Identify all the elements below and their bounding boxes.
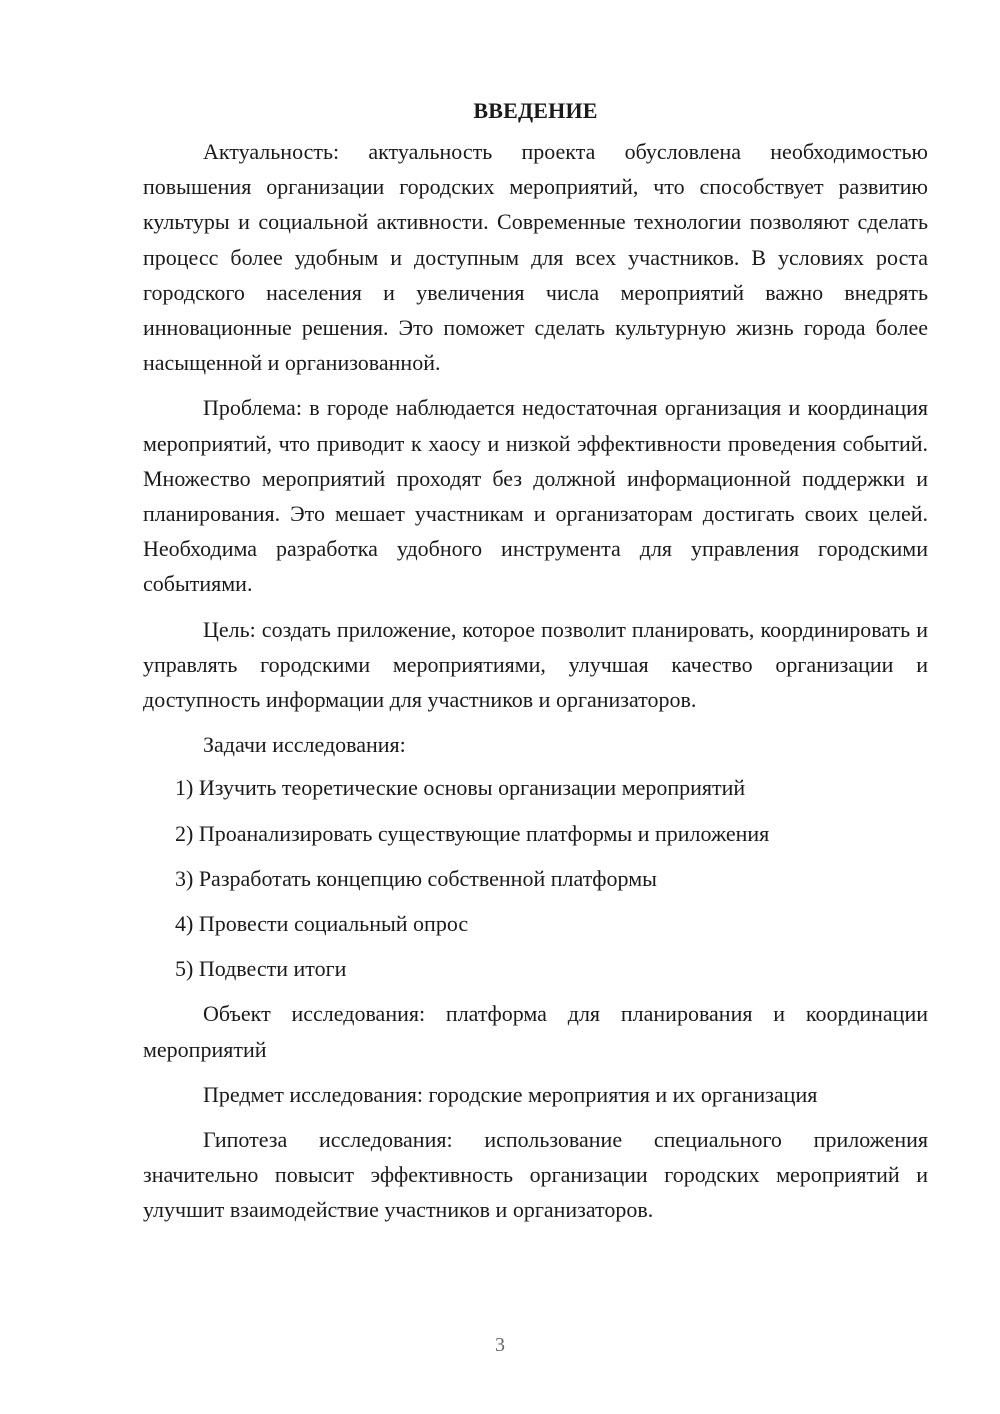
goal-paragraph: Цель: создать приложение, которое позволит планировать, координировать и управлять городскими мероприятиями, улучшая качество организации и доступность информации для участников и организаторов. xyxy=(143,616,928,713)
task-item: 5) Подвести итоги xyxy=(175,956,347,982)
tasks-heading: Задачи исследования: xyxy=(203,732,406,758)
object-paragraph: Объект исследования: платформа для планирования и координации мероприятий xyxy=(143,1001,928,1062)
problem-paragraph: Проблема: в городе наблюдается недостаточная организация и координация мероприятий, что приводит к хаосу и низкой эффективности проведения событий. Множество мероприятий проходят без должной информационной поддержки и планирования. Это мешает участникам и организаторам достигать своих целей. Необходима разработка удобного инструмента для управления городскими событиями. xyxy=(143,395,928,597)
relevance-paragraph: Актуальность: актуальность проекта обусловлена необходимостью повышения организации городских мероприятий, что способствует развитию культуры и социальной активности. Современные технологии позволяют сделать процесс более удобным и доступным для всех участников. В условиях роста городского населения и увеличения числа мероприятий важно внедрять инновационные решения. Это поможет сделать культурную жизнь города более насыщенной и организованной. xyxy=(143,139,928,376)
document-page xyxy=(143,93,928,1228)
subject-paragraph: Предмет исследования: городские мероприятия и их организация xyxy=(203,1081,818,1107)
task-item: 2) Проанализировать существующие платформы и приложения xyxy=(175,820,770,846)
task-item: 1) Изучить теоретические основы организации мероприятий xyxy=(175,775,746,801)
page-number: 3 xyxy=(495,1334,505,1356)
hypothesis-paragraph: Гипотеза исследования: использование специального приложения значительно повысит эффективность организации городских мероприятий и улучшит взаимодействие участников и организаторов. xyxy=(143,1127,928,1223)
page-title: ВВЕДЕНИЕ xyxy=(473,98,598,123)
task-item: 3) Разработать концепцию собственной платформы xyxy=(175,865,657,891)
tasks-list xyxy=(143,770,928,986)
task-item: 4) Провести социальный опрос xyxy=(175,911,469,937)
